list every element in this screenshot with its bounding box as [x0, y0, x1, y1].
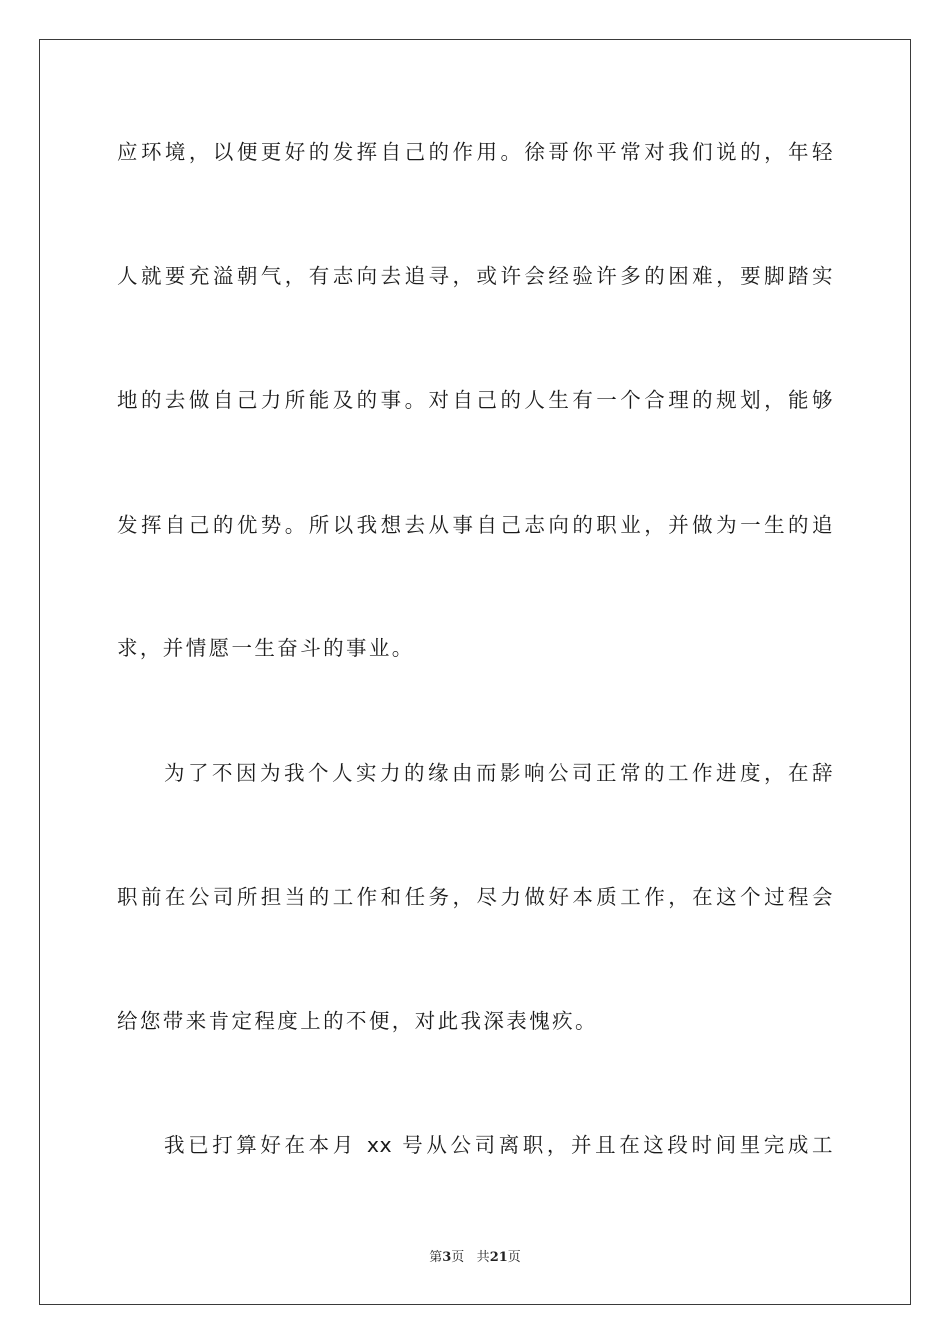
page-current: 3 — [442, 1250, 452, 1265]
body-line-1: 应环境，以便更好的发挥自己的作用。徐哥你平常对我们说的，年轻 — [117, 140, 833, 164]
body-line-5: 求，并情愿一生奋斗的事业。 — [117, 636, 415, 660]
page-prefix: 第 — [429, 1250, 443, 1265]
body-line-4: 发挥自己的优势。所以我想去从事自己志向的职业，并做为一生的追 — [117, 513, 833, 537]
body-line-6: 为了不因为我个人实力的缘由而影响公司正常的工作进度，在辞 — [164, 761, 833, 785]
body-line-7: 职前在公司所担当的工作和任务，尽力做好本质工作，在这个过程会 — [117, 885, 833, 909]
body-line-9: 我已打算好在本月 xx 号从公司离职，并且在这段时间里完成工 — [164, 1133, 833, 1157]
body-line-8: 给您带来肯定程度上的不便，对此我深表愧疚。 — [117, 1009, 598, 1033]
page-border — [39, 39, 911, 1305]
page-unit: 页 — [451, 1250, 465, 1265]
page-total: 21 — [489, 1250, 508, 1265]
body-line-2: 人就要充溢朝气，有志向去追寻，或许会经验许多的困难，要脚踏实 — [117, 264, 833, 288]
total-unit: 页 — [507, 1250, 521, 1265]
page-footer — [0, 1246, 950, 1265]
total-prefix: 共 — [476, 1250, 490, 1265]
body-line-3: 地的去做自己力所能及的事。对自己的人生有一个合理的规划，能够 — [117, 388, 833, 412]
